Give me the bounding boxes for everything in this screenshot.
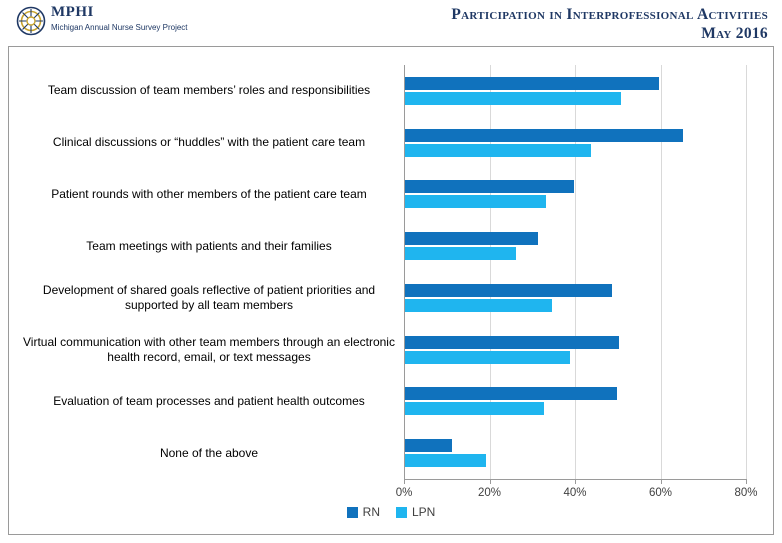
bar-rn bbox=[405, 336, 619, 349]
category-label: Development of shared goals reflective of patient priorities and supported by all team members bbox=[42, 282, 376, 312]
chart-category-group bbox=[9, 117, 773, 169]
page-title bbox=[451, 6, 768, 43]
bar-rn bbox=[405, 387, 617, 400]
logo-block bbox=[14, 4, 188, 38]
x-axis-tick bbox=[490, 479, 491, 484]
chart-frame bbox=[8, 46, 774, 535]
bar-lpn bbox=[405, 144, 591, 157]
legend-swatch-rn bbox=[347, 507, 358, 518]
category-label: Team discussion of team members’ roles and responsibilities bbox=[47, 83, 371, 98]
x-axis-tick bbox=[661, 479, 662, 484]
plot-area bbox=[9, 47, 773, 534]
x-axis-label: 20% bbox=[477, 487, 502, 499]
category-label: None of the above bbox=[159, 445, 259, 460]
x-axis-label: 40% bbox=[563, 487, 587, 499]
legend-swatch-lpn bbox=[396, 507, 407, 518]
chart-category-group bbox=[9, 324, 773, 376]
logo-acronym: MPHI bbox=[51, 4, 94, 20]
bar-lpn bbox=[405, 351, 570, 364]
x-axis-label: 60% bbox=[648, 487, 673, 499]
bar-rn bbox=[405, 439, 452, 452]
category-label: Team meetings with patients and their families bbox=[86, 238, 332, 253]
category-label: Patient rounds with other members of the patient care team bbox=[51, 186, 367, 201]
bar-rn bbox=[405, 129, 683, 142]
category-label: Virtual communication with other team members through an electronic health record, email, or text messages bbox=[23, 334, 395, 364]
legend-item-lpn bbox=[396, 505, 435, 519]
bar-lpn bbox=[405, 454, 486, 467]
logo-subtitle: Michigan Annual Nurse Survey Project bbox=[51, 23, 188, 32]
bar-lpn bbox=[405, 92, 621, 105]
bar-rn bbox=[405, 232, 538, 245]
chart-category-group bbox=[9, 427, 773, 479]
bar-rn bbox=[405, 284, 612, 297]
chart-category-group bbox=[9, 376, 773, 428]
bar-rn bbox=[405, 77, 659, 90]
chart-category-group bbox=[9, 65, 773, 117]
title-line-1: Participation in Interprofessional Activities bbox=[451, 6, 768, 23]
legend-label-rn: RN bbox=[362, 505, 380, 519]
bar-lpn bbox=[405, 247, 516, 260]
x-axis-tick bbox=[575, 479, 576, 484]
x-axis-label: 80% bbox=[734, 487, 758, 499]
legend-item-rn bbox=[347, 505, 380, 519]
x-axis-tick bbox=[404, 479, 405, 484]
chart-legend bbox=[9, 505, 773, 519]
legend-label-lpn: LPN bbox=[412, 505, 436, 519]
x-axis-tick bbox=[746, 479, 747, 484]
category-label: Clinical discussions or “huddles” with the patient care team bbox=[52, 135, 366, 150]
chart-category-group bbox=[9, 272, 773, 324]
bar-lpn bbox=[405, 402, 544, 415]
chart-category-group bbox=[9, 169, 773, 221]
bar-lpn bbox=[405, 299, 552, 312]
bar-rn bbox=[405, 180, 574, 193]
title-line-2: May 2016 bbox=[701, 25, 768, 42]
chart-category-group bbox=[9, 220, 773, 272]
bar-lpn bbox=[405, 195, 546, 208]
mphi-logo-icon bbox=[14, 4, 48, 38]
logo-text bbox=[51, 5, 188, 33]
x-axis-label: 0% bbox=[395, 487, 413, 499]
page-header bbox=[0, 0, 782, 46]
category-label: Evaluation of team processes and patient health outcomes bbox=[53, 393, 365, 408]
